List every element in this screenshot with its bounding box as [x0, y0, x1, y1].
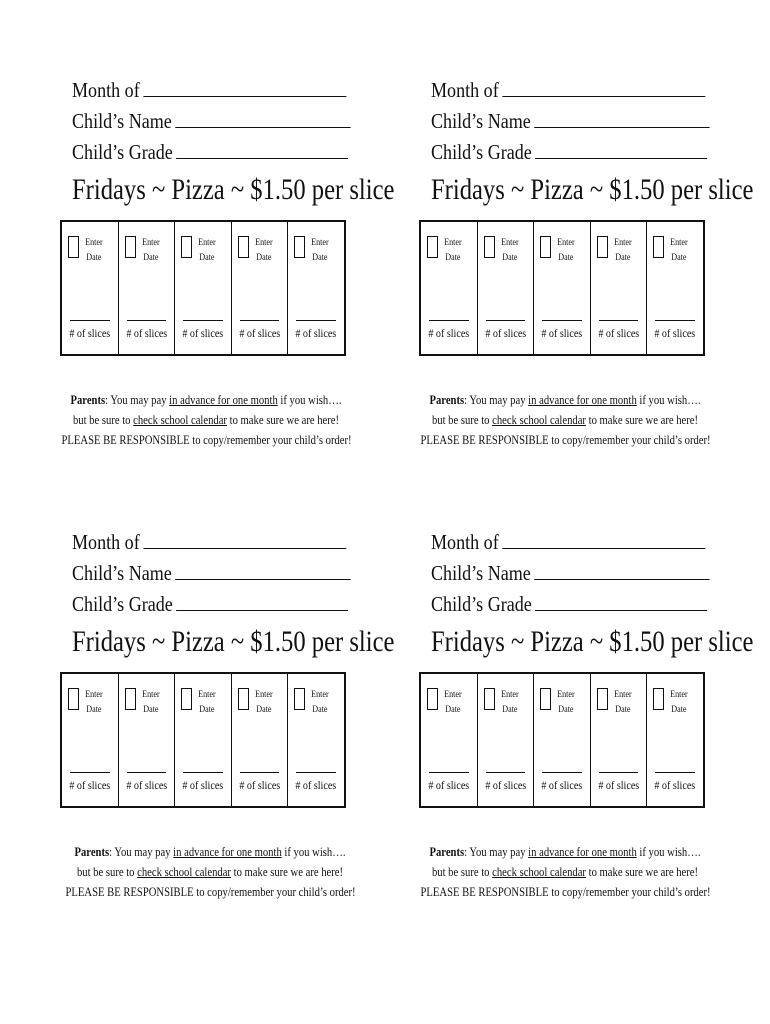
slices-blank[interactable] [240, 772, 280, 773]
date-text: Date [615, 705, 631, 715]
notice-underline: check school calendar [492, 865, 586, 879]
slices-blank[interactable] [70, 772, 110, 773]
month-blank[interactable] [143, 74, 346, 97]
slices-label: # of slices [125, 326, 167, 340]
date-text: Date [671, 253, 687, 263]
date-text: Date [312, 705, 328, 715]
slices-label: # of slices [484, 778, 526, 792]
parents-label: Parents [70, 393, 106, 407]
slices-label: # of slices [239, 778, 281, 792]
child-name-label: Child’s Name [72, 109, 172, 133]
slices-label: # of slices [598, 326, 640, 340]
enter-date-label [195, 236, 219, 266]
date-cell [175, 222, 232, 354]
slices-label: # of slices [428, 778, 470, 792]
date-cell [119, 222, 176, 354]
notice-text: : You may pay [109, 845, 174, 859]
notice-line-1 [62, 390, 351, 410]
notice-text: to make sure we are here! [585, 413, 699, 427]
slices-label: # of slices [182, 778, 224, 792]
date-cell [591, 674, 648, 806]
order-grid [60, 672, 346, 808]
slices-blank[interactable] [486, 772, 526, 773]
checkbox[interactable] [181, 236, 192, 258]
child-name-label: Child’s Name [431, 561, 531, 585]
notice-text: : You may pay [464, 845, 529, 859]
date-text: Date [671, 705, 687, 715]
notice-underline: in advance for one month [173, 845, 282, 859]
child-grade-blank[interactable] [535, 136, 707, 159]
date-text: Date [445, 253, 461, 263]
checkbox[interactable] [653, 236, 664, 258]
checkbox[interactable] [484, 236, 495, 258]
notice-line-2 [421, 410, 710, 430]
notice-line-1 [66, 842, 355, 862]
date-cell [62, 674, 119, 806]
child-grade-label: Child’s Grade [431, 140, 532, 164]
slices-label: # of slices [182, 326, 224, 340]
child-grade-field [72, 136, 347, 167]
parents-notice [36, 390, 376, 450]
enter-text: Enter [613, 238, 632, 248]
date-text: Date [199, 253, 215, 263]
notice-text: but be sure to [431, 413, 493, 427]
notice-underline: check school calendar [133, 413, 227, 427]
enter-date-label [441, 236, 465, 266]
enter-text: Enter [254, 238, 273, 248]
slices-blank[interactable] [599, 772, 639, 773]
enter-date-label [554, 688, 578, 718]
enter-date-label [139, 236, 163, 266]
slices-label: # of slices [654, 778, 696, 792]
enter-date-label [82, 236, 106, 266]
enter-text: Enter [500, 238, 519, 248]
child-grade-label: Child’s Grade [431, 592, 532, 616]
slices-label: # of slices [484, 326, 526, 340]
enter-date-label [252, 688, 276, 718]
slices-label: # of slices [598, 778, 640, 792]
date-cell [647, 674, 703, 806]
child-name-field [72, 105, 347, 136]
slices-label: # of slices [654, 326, 696, 340]
slices-blank[interactable] [183, 772, 223, 773]
notice-text: : You may pay [464, 393, 529, 407]
slices-blank[interactable] [429, 320, 469, 321]
checkbox[interactable] [427, 688, 438, 710]
date-cell [62, 222, 119, 354]
enter-date-label [498, 688, 522, 718]
slices-blank[interactable] [183, 320, 223, 321]
date-text: Date [256, 253, 272, 263]
checkbox[interactable] [427, 236, 438, 258]
child-grade-field [431, 136, 706, 167]
slices-label: # of slices [125, 778, 167, 792]
month-field [72, 74, 347, 105]
slices-blank[interactable] [296, 320, 336, 321]
enter-text: Enter [670, 690, 689, 700]
child-grade-label: Child’s Grade [72, 592, 173, 616]
checkbox[interactable] [181, 688, 192, 710]
notice-line-3: PLEASE BE RESPONSIBLE to copy/remember your child’s order! [420, 885, 711, 899]
slices-blank[interactable] [542, 320, 582, 321]
checkbox[interactable] [238, 688, 249, 710]
enter-text: Enter [198, 690, 216, 700]
date-cell [288, 222, 344, 354]
parents-label: Parents [429, 845, 465, 859]
date-cell [534, 674, 591, 806]
slices-blank[interactable] [240, 320, 280, 321]
enter-text: Enter [85, 690, 103, 700]
parents-notice [395, 390, 735, 450]
child-name-field [72, 557, 347, 588]
slices-blank[interactable] [70, 320, 110, 321]
date-text: Date [558, 705, 574, 715]
enter-date-label [667, 688, 691, 718]
enter-date-label [308, 688, 332, 718]
date-text: Date [142, 705, 159, 715]
date-cell [232, 674, 289, 806]
notice-line-2 [421, 862, 710, 882]
order-grid [419, 220, 705, 356]
child-name-blank[interactable] [534, 105, 709, 128]
enter-date-label [82, 688, 106, 718]
date-text: Date [199, 705, 215, 715]
slices-label: # of slices [69, 778, 111, 792]
enter-text: Enter [670, 238, 689, 248]
checkbox[interactable] [540, 688, 551, 710]
slices-label: # of slices [541, 778, 583, 792]
notice-underline: in advance for one month [528, 845, 637, 859]
parents-label: Parents [429, 393, 465, 407]
child-name-field [431, 105, 706, 136]
notice-underline: in advance for one month [528, 393, 637, 407]
child-grade-field [72, 588, 347, 619]
month-field [431, 74, 706, 105]
date-text: Date [86, 705, 102, 715]
slices-blank[interactable] [429, 772, 469, 773]
order-form [428, 526, 754, 808]
date-text: Date [615, 253, 631, 263]
date-cell [478, 222, 535, 354]
slices-blank[interactable] [655, 320, 695, 321]
slices-blank[interactable] [599, 320, 639, 321]
headline: Fridays ~ Pizza ~ $1.50 per slice [72, 173, 395, 206]
date-cell [232, 222, 289, 354]
date-text: Date [142, 253, 159, 263]
month-blank[interactable] [143, 526, 346, 549]
month-field [72, 526, 347, 557]
date-text: Date [501, 705, 518, 715]
notice-underline: check school calendar [137, 865, 231, 879]
enter-date-label [611, 236, 635, 266]
month-label: Month of [72, 530, 140, 554]
notice-underline: in advance for one month [169, 393, 278, 407]
slices-blank[interactable] [296, 772, 336, 773]
date-cell [534, 222, 591, 354]
notice-text: : You may pay [105, 393, 170, 407]
enter-text: Enter [141, 238, 160, 248]
checkbox[interactable] [653, 688, 664, 710]
checkbox[interactable] [125, 688, 136, 710]
child-name-label: Child’s Name [72, 561, 172, 585]
child-name-blank[interactable] [175, 557, 350, 580]
slices-blank[interactable] [542, 772, 582, 773]
headline: Fridays ~ Pizza ~ $1.50 per slice [431, 625, 754, 658]
date-cell [478, 674, 535, 806]
date-text: Date [256, 705, 272, 715]
date-text: Date [312, 253, 328, 263]
order-grid [419, 672, 705, 808]
checkbox[interactable] [294, 688, 305, 710]
enter-text: Enter [557, 690, 575, 700]
notice-text: to make sure we are here! [230, 865, 344, 879]
enter-date-label [554, 236, 578, 266]
enter-text: Enter [500, 690, 519, 700]
notice-text: if you wish…. [636, 845, 701, 859]
date-cell [421, 222, 478, 354]
notice-text: but be sure to [72, 413, 134, 427]
slices-label: # of slices [295, 778, 337, 792]
enter-text: Enter [85, 238, 103, 248]
notice-line-1 [421, 390, 710, 410]
order-form [69, 74, 395, 356]
checkbox[interactable] [68, 236, 79, 258]
notice-text: to make sure we are here! [226, 413, 340, 427]
slices-blank[interactable] [486, 320, 526, 321]
month-label: Month of [431, 530, 499, 554]
date-cell [119, 674, 176, 806]
date-cell [647, 222, 703, 354]
enter-date-label [498, 236, 522, 266]
child-name-blank[interactable] [175, 105, 350, 128]
checkbox[interactable] [484, 688, 495, 710]
child-name-blank[interactable] [534, 557, 709, 580]
checkbox[interactable] [294, 236, 305, 258]
notice-text: to make sure we are here! [585, 865, 699, 879]
enter-text: Enter [254, 690, 273, 700]
checkbox[interactable] [540, 236, 551, 258]
notice-line-2 [66, 862, 355, 882]
enter-text: Enter [444, 238, 462, 248]
headline: Fridays ~ Pizza ~ $1.50 per slice [72, 625, 395, 658]
enter-date-label [139, 688, 163, 718]
month-blank[interactable] [502, 74, 705, 97]
notice-text: if you wish…. [277, 393, 342, 407]
slices-blank[interactable] [127, 320, 167, 321]
notice-line-3: PLEASE BE RESPONSIBLE to copy/remember your child’s order! [420, 433, 711, 447]
parents-notice [395, 842, 735, 902]
month-label: Month of [72, 78, 140, 102]
notice-line-1 [421, 842, 710, 862]
child-grade-field [431, 588, 706, 619]
enter-date-label [667, 236, 691, 266]
slices-blank[interactable] [655, 772, 695, 773]
notice-line-3: PLEASE BE RESPONSIBLE to copy/remember your child’s order! [61, 433, 352, 447]
slices-label: # of slices [428, 326, 470, 340]
checkbox[interactable] [597, 688, 608, 710]
slices-label: # of slices [541, 326, 583, 340]
date-cell [288, 674, 344, 806]
checkbox[interactable] [125, 236, 136, 258]
enter-text: Enter [444, 690, 462, 700]
notice-line-3: PLEASE BE RESPONSIBLE to copy/remember your child’s order! [65, 885, 356, 899]
enter-date-label [441, 688, 465, 718]
date-text: Date [558, 253, 574, 263]
notice-line-2 [62, 410, 351, 430]
notice-text: but be sure to [76, 865, 138, 879]
order-form [69, 526, 395, 808]
checkbox[interactable] [238, 236, 249, 258]
headline: Fridays ~ Pizza ~ $1.50 per slice [431, 173, 754, 206]
enter-text: Enter [311, 690, 330, 700]
enter-text: Enter [198, 238, 216, 248]
child-grade-blank[interactable] [535, 588, 707, 611]
notice-text: but be sure to [431, 865, 493, 879]
date-cell [421, 674, 478, 806]
order-form [428, 74, 754, 356]
date-text: Date [86, 253, 102, 263]
slices-label: # of slices [295, 326, 337, 340]
checkbox[interactable] [597, 236, 608, 258]
enter-date-label [611, 688, 635, 718]
notice-text: if you wish…. [281, 845, 346, 859]
enter-text: Enter [613, 690, 632, 700]
enter-text: Enter [557, 238, 575, 248]
checkbox[interactable] [68, 688, 79, 710]
child-grade-label: Child’s Grade [72, 140, 173, 164]
slices-blank[interactable] [127, 772, 167, 773]
child-name-field [431, 557, 706, 588]
parents-label: Parents [74, 845, 110, 859]
enter-date-label [252, 236, 276, 266]
slices-label: # of slices [239, 326, 281, 340]
date-cell [591, 222, 648, 354]
enter-text: Enter [141, 690, 160, 700]
parents-notice [40, 842, 380, 902]
notice-text: if you wish…. [636, 393, 701, 407]
date-text: Date [445, 705, 461, 715]
enter-text: Enter [311, 238, 330, 248]
slices-label: # of slices [69, 326, 111, 340]
month-label: Month of [431, 78, 499, 102]
date-text: Date [501, 253, 518, 263]
child-name-label: Child’s Name [431, 109, 531, 133]
date-cell [175, 674, 232, 806]
child-grade-blank[interactable] [176, 136, 348, 159]
month-blank[interactable] [502, 526, 705, 549]
month-field [431, 526, 706, 557]
enter-date-label [195, 688, 219, 718]
child-grade-blank[interactable] [176, 588, 348, 611]
notice-underline: check school calendar [492, 413, 586, 427]
enter-date-label [308, 236, 332, 266]
order-grid [60, 220, 346, 356]
